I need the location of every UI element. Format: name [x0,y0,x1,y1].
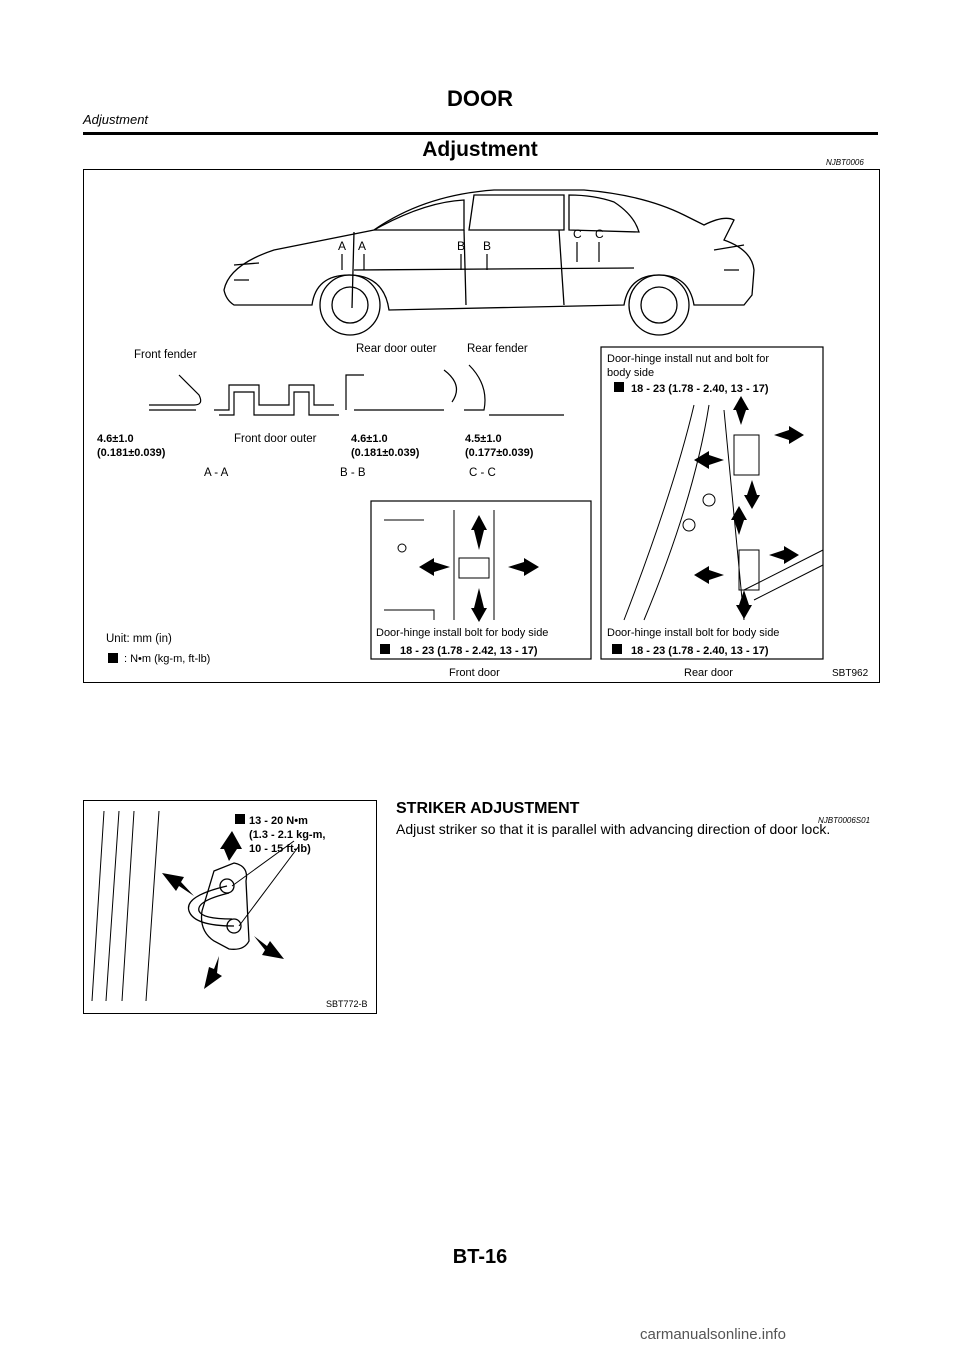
striker-torque-line3: 10 - 15 ft-lb) [249,843,311,855]
pillar-lines [92,811,159,1001]
rear-door-bolt-label: Door-hinge install bolt for body side [607,627,780,639]
door-adjustment-diagram [84,170,879,682]
section-code: NJBT0006 [826,158,864,167]
rear-door-arrows [694,396,804,619]
torque-wrench-icon [614,382,624,392]
striker-plate [188,863,249,949]
rear-door-title-line1: Door-hinge install nut and bolt for [607,353,770,365]
section-marker: B [457,239,466,253]
striker-section-code: NJBT0006S01 [818,816,871,825]
torque-wrench-icon [108,653,118,663]
front-door-caption: Front door [449,667,500,679]
striker-section-title: STRIKER ADJUSTMENT [396,800,580,817]
car-side-view [224,190,754,335]
header-rule [83,132,878,135]
section-marker: A [338,239,347,253]
striker-diagram [84,801,376,1013]
rear-door-title-line2: body side [607,367,655,379]
page-header-subtitle: Adjustment [83,112,149,127]
page-number: BT-16 [452,1246,508,1268]
rear-door-torque-top: 18 - 23 (1.78 - 2.40, 13 - 17) [631,383,769,395]
front-door-outer-label: Front door outer [234,433,317,445]
section-title: Adjustment [422,138,538,161]
unit-label: Unit: mm (in) [106,633,172,645]
striker-figure [83,800,377,1014]
page-header-title: DOOR [447,86,513,111]
torque-wrench-icon [235,814,245,824]
rear-door-torque-bottom: 18 - 23 (1.78 - 2.40, 13 - 17) [631,645,769,657]
rear-door-outer-label: Rear door outer [356,343,437,355]
striker-torque-line2: (1.3 - 2.1 kg-m, [249,829,326,841]
rear-door-caption: Rear door [684,667,733,679]
section-marker: B [483,239,492,253]
dim-aa-inches: (0.181±0.039) [97,447,166,459]
figure1-id: SBT962 [832,668,869,679]
section-aa-label: A - A [204,467,229,479]
section-marker: A [358,239,367,253]
dim-bb-inches: (0.181±0.039) [351,447,420,459]
torque-wrench-icon [380,644,390,654]
section-marker: C [595,227,604,241]
front-door-arrows [419,515,539,622]
striker-torque-line1: 13 - 20 N•m [249,815,308,827]
section-cc-label: C - C [469,467,496,479]
figure2-id: SBT772-B [326,999,368,1009]
front-door-bolt-label: Door-hinge install bolt for body side [376,627,549,639]
rear-fender-label: Rear fender [467,343,528,355]
dim-aa: 4.6±1.0 [97,433,134,445]
section-marker: C [573,227,582,241]
torque-wrench-icon [612,644,622,654]
front-fender-label: Front fender [134,349,197,361]
watermark: carmanualsonline.info [640,1326,786,1343]
dim-cc: 4.5±1.0 [465,433,502,445]
dim-cc-inches: (0.177±0.039) [465,447,534,459]
section-bb-label: B - B [340,467,366,479]
torque-unit-label: : N•m (kg-m, ft-lb) [124,653,211,665]
dim-bb: 4.6±1.0 [351,433,388,445]
striker-instruction: Adjust striker so that it is parallel with advancing direction of door lock. [396,821,831,837]
front-door-torque: 18 - 23 (1.78 - 2.42, 13 - 17) [400,645,538,657]
door-adjustment-figure [83,169,880,683]
cross-sections [149,365,564,415]
